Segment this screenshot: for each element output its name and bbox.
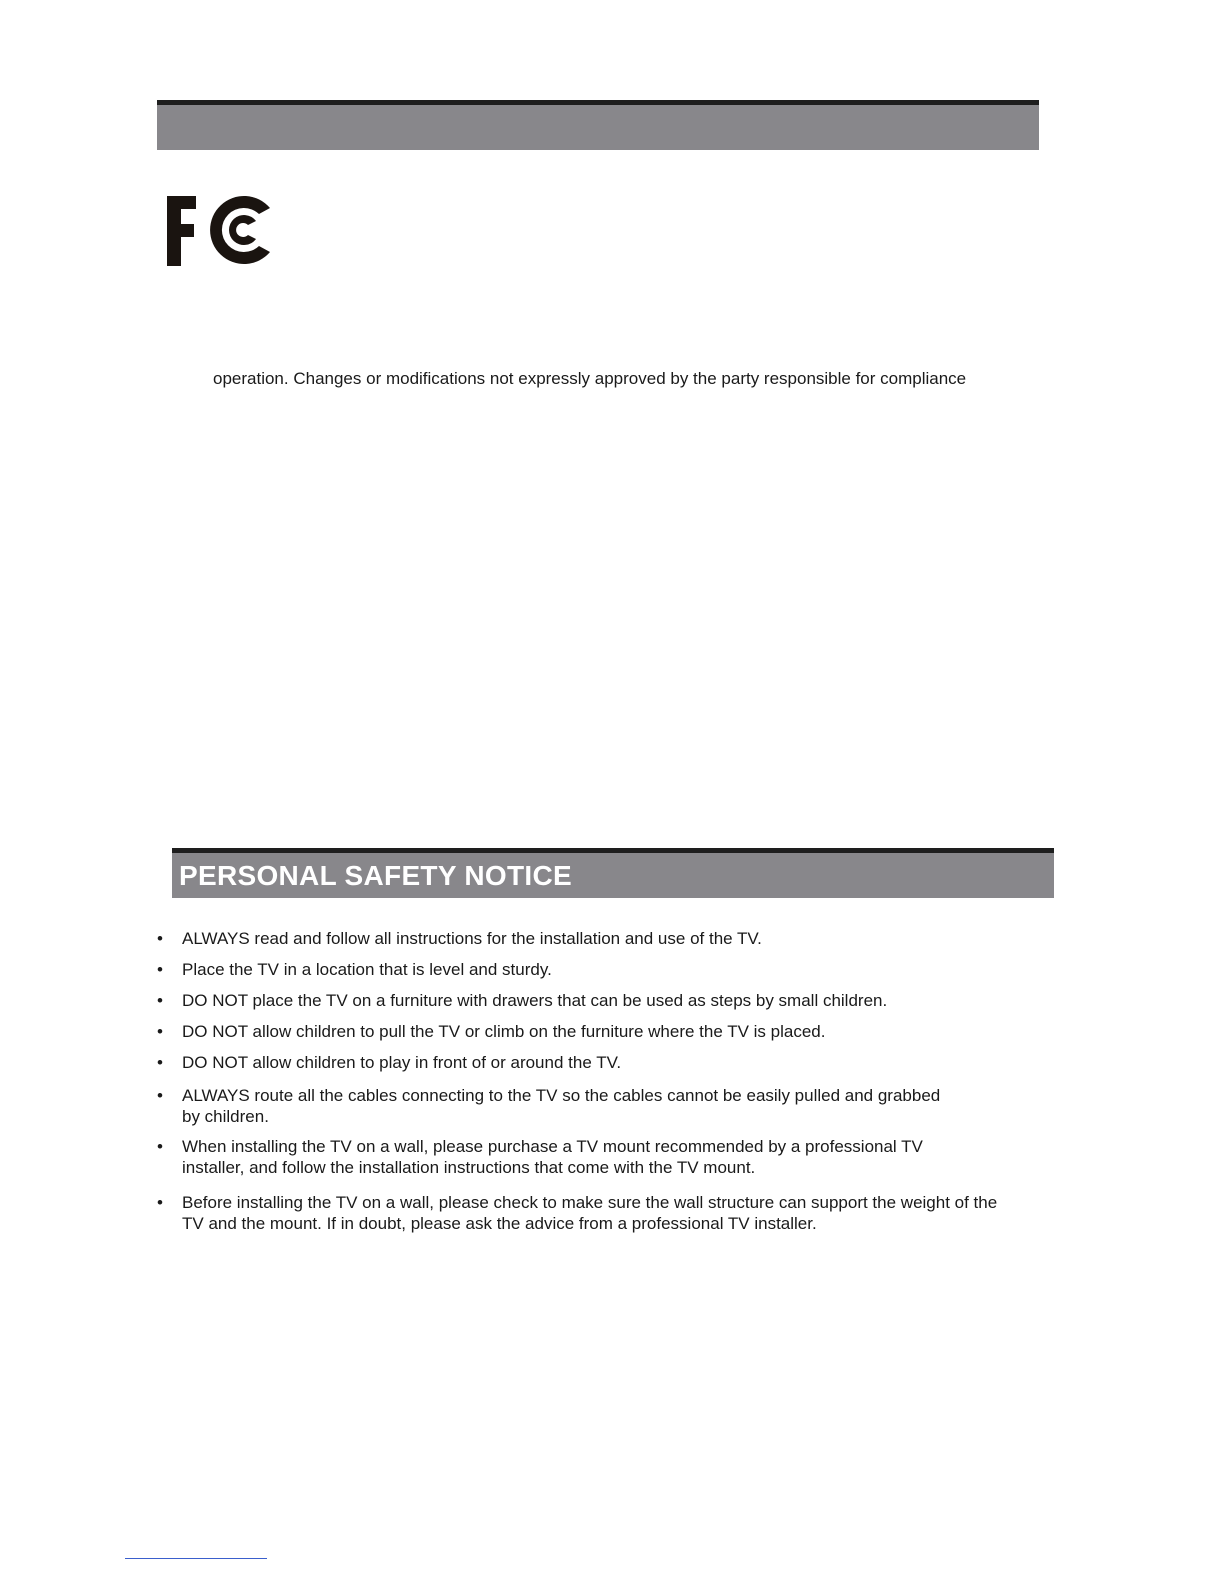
list-item xyxy=(157,1085,962,1136)
section-header-bar xyxy=(157,100,1039,150)
list-item-text: DO NOT place the TV on a furniture with drawers that can be used as steps by small children. xyxy=(182,991,888,1010)
bullet-icon: • xyxy=(157,960,163,979)
safety-bullet-list xyxy=(157,928,1037,1236)
list-item xyxy=(157,1052,1037,1085)
list-item-text: ALWAYS route all the cables connecting to the TV so the cables cannot be easily pulled and grabbed by children. xyxy=(182,1086,941,1126)
bullet-icon: • xyxy=(157,991,163,1010)
list-item-text: ALWAYS read and follow all instructions for the installation and use of the TV. xyxy=(182,929,762,948)
fcc-body-text: operation. Changes or modifications not expressly approved by the party responsible for compliance xyxy=(213,369,967,388)
safety-section-header xyxy=(172,848,1054,898)
bullet-icon: • xyxy=(157,1086,163,1105)
list-item-text: Place the TV in a location that is level and sturdy. xyxy=(182,960,552,979)
list-item xyxy=(157,1021,1037,1052)
bullet-icon: • xyxy=(157,1022,163,1041)
list-item xyxy=(157,959,1037,990)
bullet-icon: • xyxy=(157,929,163,948)
list-item xyxy=(157,1192,1012,1236)
footer-rule xyxy=(125,1558,267,1559)
safety-title: PERSONAL SAFETY NOTICE xyxy=(179,860,572,891)
list-item-text: DO NOT allow children to pull the TV or climb on the furniture where the TV is placed. xyxy=(182,1022,826,1041)
bullet-icon: • xyxy=(157,1193,163,1212)
list-item xyxy=(157,928,1037,959)
fcc-logo-icon xyxy=(164,190,274,270)
bullet-icon: • xyxy=(157,1053,163,1072)
list-item-text: DO NOT allow children to play in front of or around the TV. xyxy=(182,1053,622,1072)
list-item xyxy=(157,990,1037,1021)
bullet-icon: • xyxy=(157,1137,163,1156)
list-item-text: When installing the TV on a wall, please purchase a TV mount recommended by a professional TV installer, and follow the installation instructions that come with the TV mount. xyxy=(182,1137,923,1177)
fcc-logo xyxy=(164,190,274,270)
list-item xyxy=(157,1136,987,1192)
list-item-text: Before installing the TV on a wall, please check to make sure the wall structure can support the weight of the TV and the mount. If in doubt, please ask the advice from a professional TV installer. xyxy=(182,1193,998,1233)
